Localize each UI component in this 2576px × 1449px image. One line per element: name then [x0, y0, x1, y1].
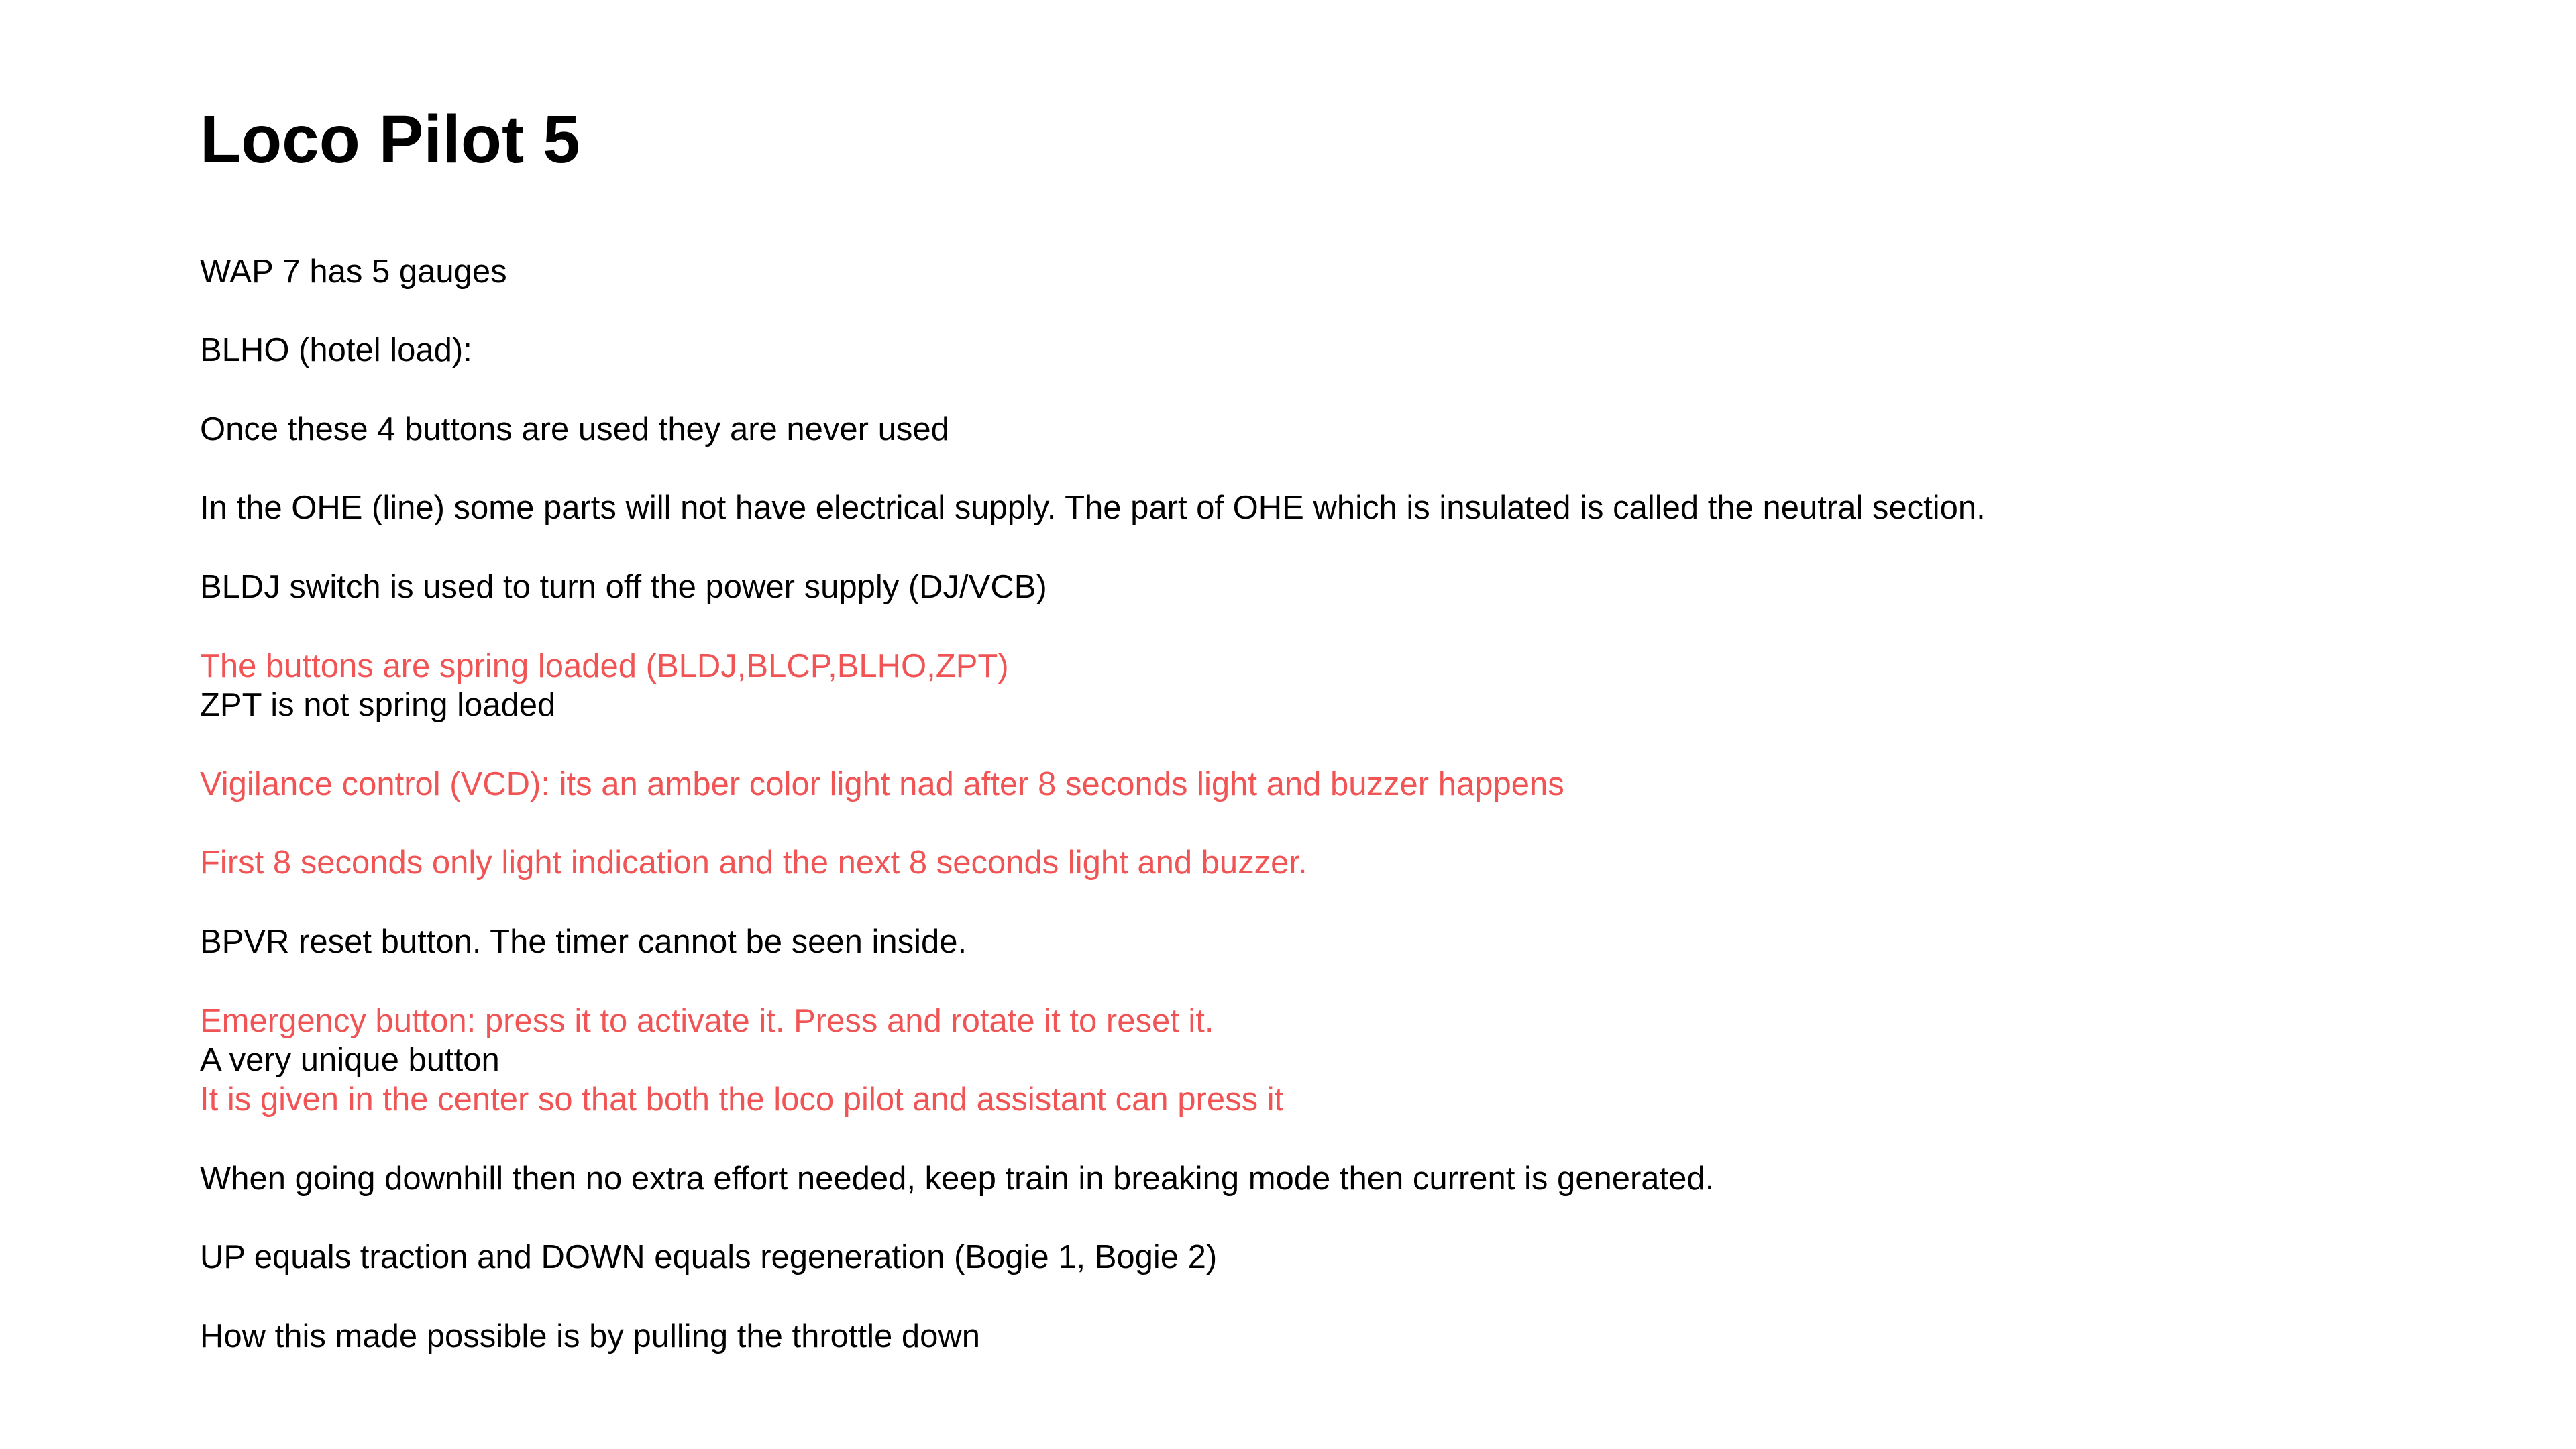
page-title: Loco Pilot 5 — [200, 102, 580, 177]
note-line-unique-button: A very unique button — [200, 1042, 500, 1078]
note-line-wap7-gauges: WAP 7 has 5 gauges — [200, 254, 507, 290]
note-line-bpvr-reset: BPVR reset button. The timer cannot be seen inside. — [200, 924, 967, 960]
note-line-vigilance-control: Vigilance control (VCD): its an amber color light nad after 8 seconds light and buzzer happens — [200, 766, 1564, 802]
note-line-spring-loaded: The buttons are spring loaded (BLDJ,BLCP,BLHO,ZPT) — [200, 648, 1009, 684]
note-line-downhill: When going downhill then no extra effort needed, keep train in breaking mode then current is generated. — [200, 1161, 1715, 1197]
note-line-first-8-seconds: First 8 seconds only light indication and the next 8 seconds light and buzzer. — [200, 845, 1307, 881]
note-line-buttons-used: Once these 4 buttons are used they are never used — [200, 411, 949, 447]
note-line-blho: BLHO (hotel load): — [200, 332, 472, 368]
note-line-up-down: UP equals traction and DOWN equals regeneration (Bogie 1, Bogie 2) — [200, 1239, 1218, 1275]
note-line-emergency-button: Emergency button: press it to activate it. Press and rotate it to reset it. — [200, 1003, 1214, 1039]
note-line-center-button: It is given in the center so that both the loco pilot and assistant can press it — [200, 1081, 1284, 1118]
note-line-zpt-not-spring: ZPT is not spring loaded — [200, 687, 556, 723]
note-line-bldj-switch: BLDJ switch is used to turn off the power supply (DJ/VCB) — [200, 569, 1047, 605]
note-line-ohe-neutral-section: In the OHE (line) some parts will not have electrical supply. The part of OHE which is insulated is called the neutral section. — [200, 490, 1986, 526]
note-line-throttle: How this made possible is by pulling the throttle down — [200, 1318, 981, 1354]
